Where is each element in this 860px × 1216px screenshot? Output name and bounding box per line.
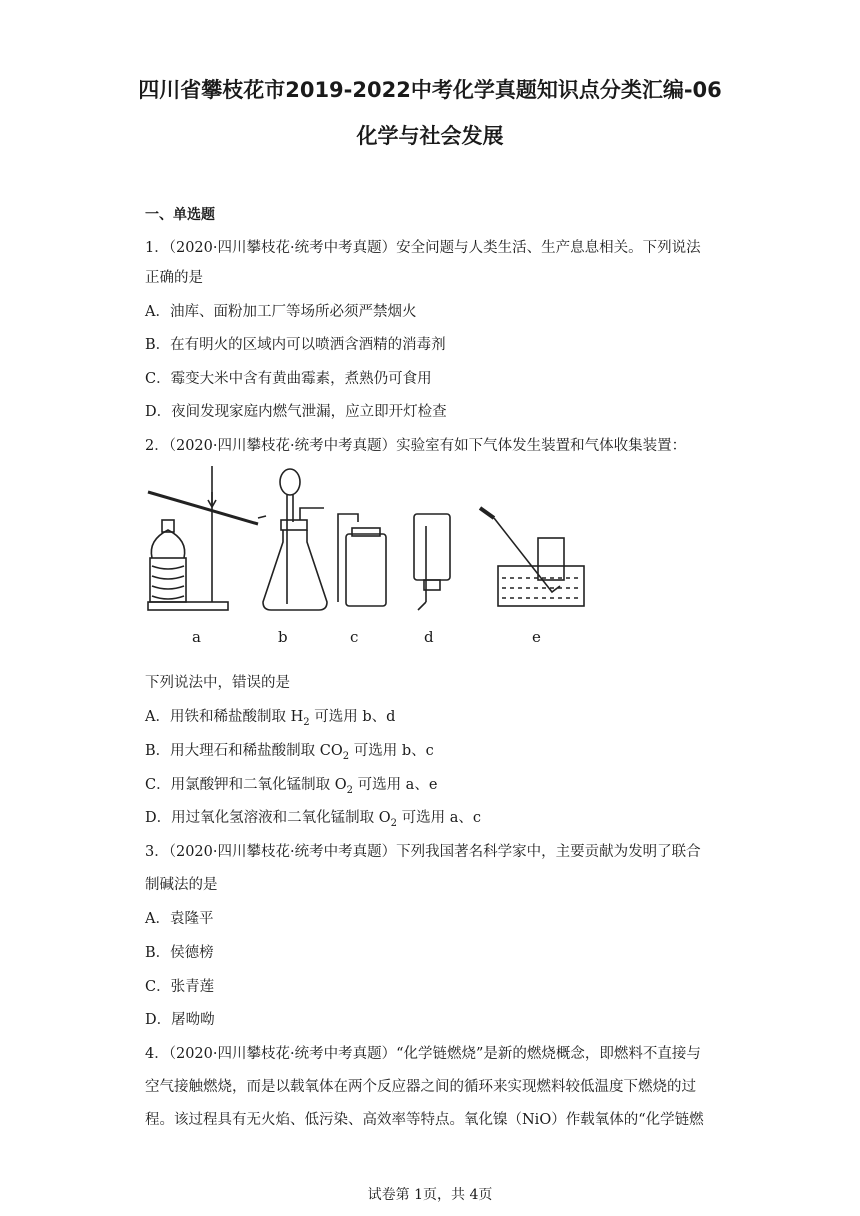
q3-stem-line1: 3．（2020·四川攀枝花·统考中考真题）下列我国著名科学家中，主要贡献为发明了联合	[145, 844, 701, 860]
q1-stem-line2: 正确的是	[145, 270, 203, 286]
q2-option-a-text: A．用铁和稀盐酸制取 H	[145, 709, 304, 725]
q2-option-c-text: C．用氯酸钾和二氧化锰制取 O	[145, 777, 347, 793]
apparatus-c-icon	[338, 514, 386, 606]
figure-label-b: b	[278, 628, 288, 646]
q2-option-d	[145, 806, 481, 829]
q2-option-b	[145, 739, 434, 762]
q4-line3: 程。该过程具有无火焰、低污染、高效率等特点。氧化镍（NiO）作载氧体的“化学链燃	[145, 1112, 704, 1128]
q3-option-a: A．袁隆平	[145, 911, 214, 927]
q2-option-a-subscript: 2	[303, 716, 310, 728]
q4-line2: 空气接触燃烧，而是以载氧体在两个反应器之间的循环来实现燃料较低温度下燃烧的过	[145, 1079, 696, 1095]
q1-option-c: C．霉变大米中含有黄曲霉素，煮熟仍可食用	[145, 371, 432, 387]
doc-title-line2: 化学与社会发展	[356, 124, 504, 148]
apparatus-b-icon	[263, 469, 327, 610]
section-heading: 一、单选题	[145, 207, 215, 223]
page-footer: 试卷第 1页，共 4页	[367, 1187, 493, 1203]
figure-label-a: a	[192, 628, 201, 646]
figure-label-c: c	[350, 628, 359, 646]
q2-option-a	[145, 705, 395, 728]
q3-option-c: C．张青莲	[145, 979, 215, 995]
q2-option-d-text: D．用过氧化氢溶液和二氧化锰制取 O	[145, 810, 391, 826]
q2-option-d-subscript: 2	[390, 817, 397, 829]
q3-option-b: B．侯德榜	[145, 945, 214, 961]
q2-stem: 2．（2020·四川攀枝花·统考中考真题）实验室有如下气体发生装置和气体收集装置：	[145, 438, 687, 454]
q1-option-d: D．夜间发现家庭内燃气泄漏，应立即开灯检查	[145, 404, 447, 420]
figure-label-e: e	[532, 628, 541, 646]
q4-line1: 4．（2020·四川攀枝花·统考中考真题）“化学链燃烧”是新的燃烧概念，即燃料不直接与	[145, 1046, 701, 1062]
q2-option-b-subscript: 2	[342, 750, 350, 762]
q1-stem-line1: 1．（2020·四川攀枝花·统考中考真题）安全问题与人类生活、生产息息相关。下列说法	[145, 240, 701, 256]
figure-label-d: d	[424, 628, 434, 646]
q2-option-a-tail: 可选用 b、d	[309, 709, 396, 725]
q1-option-a: A．油库、面粉加工厂等场所必须严禁烟火	[145, 304, 417, 320]
q2-question: 下列说法中，错误的是	[145, 675, 290, 691]
q3-stem-line2: 制碱法的是	[145, 877, 218, 893]
q2-option-c-subscript: 2	[346, 784, 353, 796]
apparatus-e-icon	[480, 508, 584, 606]
apparatus-d-icon	[414, 514, 450, 610]
apparatus-figure	[140, 462, 620, 650]
apparatus-a-icon	[148, 466, 266, 610]
q2-option-d-tail: 可选用 a、c	[397, 810, 481, 826]
q3-option-d: D．屠呦呦	[145, 1012, 215, 1028]
q2-option-c-tail: 可选用 a、e	[352, 777, 438, 793]
q2-option-b-tail: 可选用 b、c	[349, 743, 434, 759]
q1-option-b: B．在有明火的区域内可以喷洒含酒精的消毒剂	[145, 337, 446, 353]
q2-option-b-text: B．用大理石和稀盐酸制取 CO	[145, 743, 343, 759]
doc-title-line1: 四川省攀枝花市2019-2022中考化学真题知识点分类汇编-06	[138, 78, 722, 102]
q2-option-c	[145, 773, 437, 796]
